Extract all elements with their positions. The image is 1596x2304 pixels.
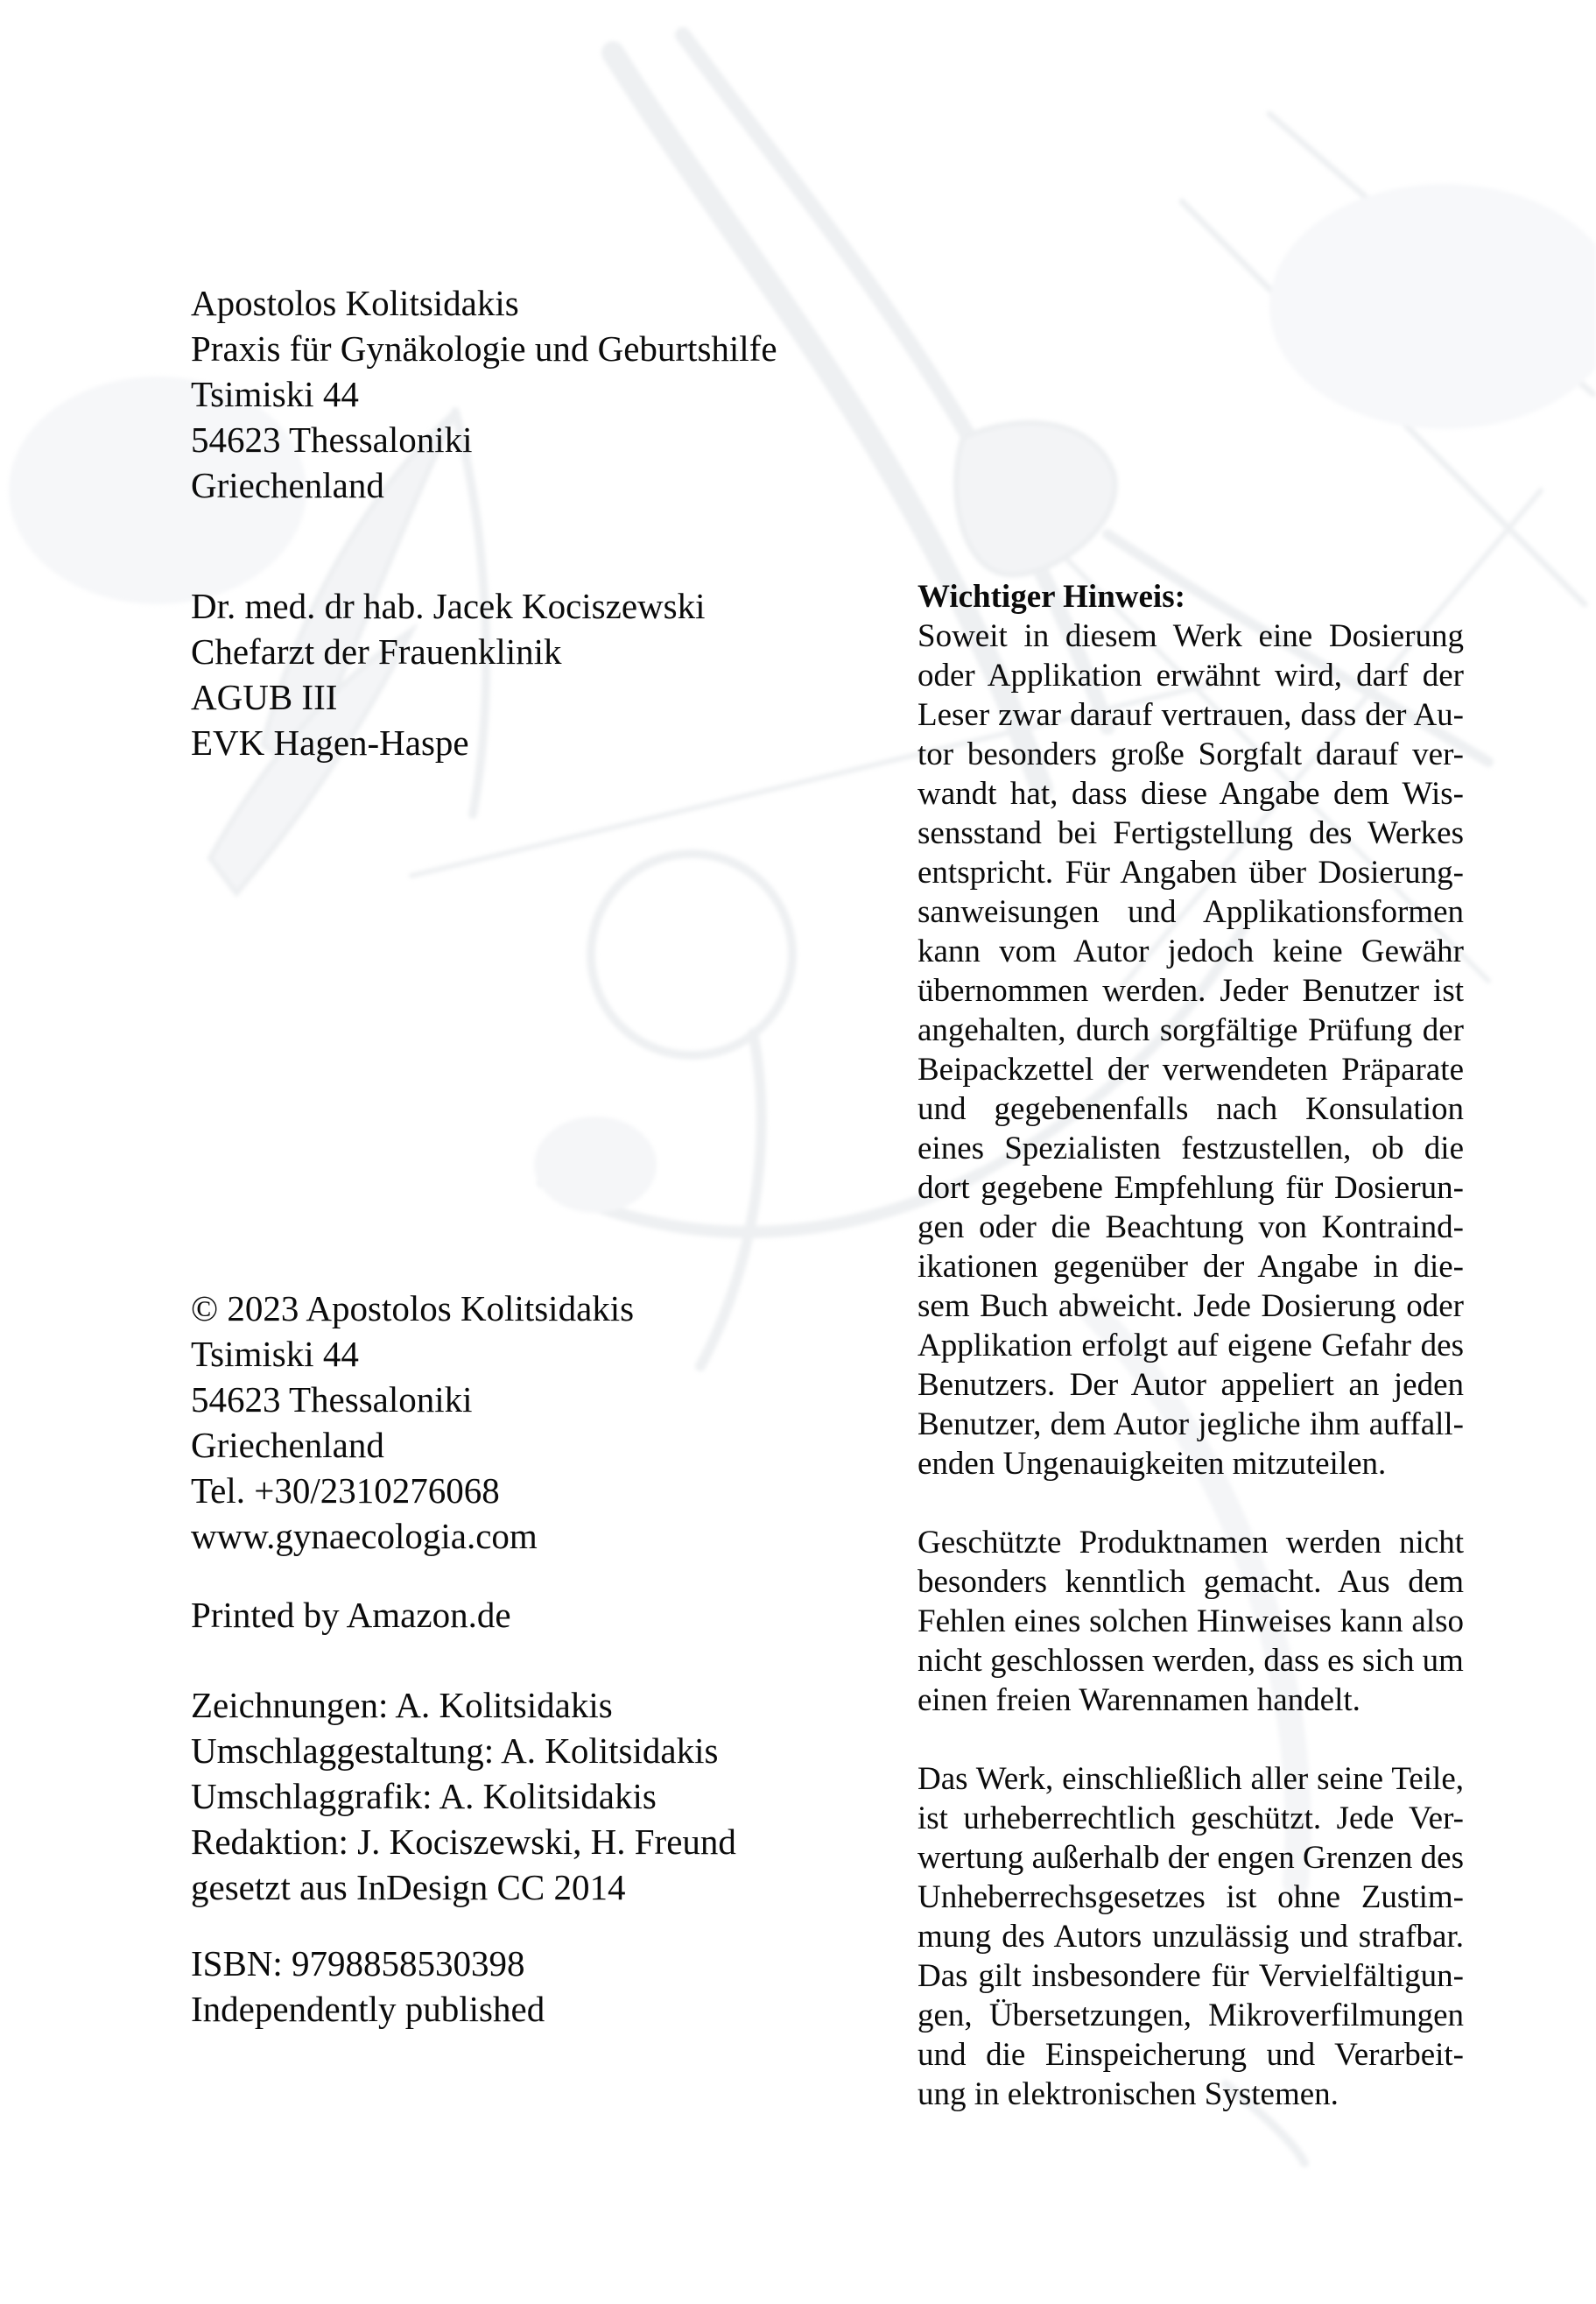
text-line: sensstand bei Fertigstellung des Werkes — [918, 815, 1464, 851]
text-line: Soweit in diesem Werk eine Dosierung — [918, 618, 1464, 654]
text-line: Umschlaggrafik: A. Kolitsidakis — [191, 1776, 657, 1816]
text-line: nicht geschlossen werden, dass es sich um — [918, 1643, 1464, 1679]
text-line: übernommen werden. Jeder Benutzer ist — [918, 973, 1464, 1009]
text-line: wandt hat, dass diese Angabe dem Wis- — [918, 776, 1464, 812]
printer-block — [191, 1592, 830, 1638]
text-line: Applikation erfolgt auf eigene Gefahr des — [918, 1328, 1464, 1363]
text-line: mung des Autors unzulässig und strafbar. — [918, 1919, 1464, 1955]
text-line: Dr. med. dr hab. Jacek Kociszewski — [191, 586, 706, 626]
credits-block — [191, 1682, 830, 1910]
text-line: Printed by Amazon.de — [191, 1595, 511, 1635]
dosage-disclaimer-paragraph — [918, 617, 1464, 1483]
text-line: gen, Übersetzungen, Mikroverfilmungen — [918, 1998, 1464, 2033]
text-line: besonders kenntlich gemacht. Aus dem — [918, 1564, 1464, 1600]
text-line: Griechenland — [191, 465, 384, 505]
notice-heading: Wichtiger Hinweis: — [918, 579, 1185, 615]
text-line: AGUB III — [191, 677, 338, 717]
text-line: Das gilt insbesondere für Vervielfältigun- — [918, 1958, 1464, 1994]
text-line: ung in elektronischen Systemen. — [918, 2076, 1339, 2112]
text-line: enden Ungenauigkeiten mitzuteilen. — [918, 1446, 1387, 1482]
text-line: Fehlen eines solchen Hinweises kann also — [918, 1603, 1464, 1639]
text-line: Benutzer, dem Autor jegliche ihm auffall- — [918, 1406, 1464, 1442]
text-line: wertung außerhalb der engen Grenzen des — [918, 1840, 1464, 1876]
text-line: eines Spezialisten festzustellen, ob die — [918, 1131, 1464, 1166]
important-notice-column — [918, 577, 1464, 2114]
text-line: 54623 Thessaloniki — [191, 1379, 473, 1420]
text-line: EVK Hagen-Haspe — [191, 722, 469, 763]
copyright-contact-block — [191, 1286, 830, 1559]
medical-editor-block — [191, 583, 830, 765]
text-line: Redaktion: J. Kociszewski, H. Freund — [191, 1821, 736, 1862]
text-line: Umschlaggestaltung: A. Kolitsidakis — [191, 1730, 719, 1771]
text-line: und gegebenenfalls nach Konsulation — [918, 1091, 1464, 1127]
text-line: einen freien Warennamen handelt. — [918, 1682, 1360, 1718]
text-line: Zeichnungen: A. Kolitsidakis — [191, 1685, 613, 1725]
text-line: gesetzt aus InDesign CC 2014 — [191, 1867, 626, 1907]
text-line: Independently published — [191, 1989, 545, 2029]
text-line: www.gynaecologia.com — [191, 1516, 538, 1556]
text-line: ikationen gegenüber der Angabe in die- — [918, 1249, 1464, 1285]
text-line: Leser zwar darauf vertrauen, dass der Au- — [918, 697, 1464, 733]
text-line: Praxis für Gynäkologie und Geburtshilfe — [191, 328, 777, 369]
text-line: Apostolos Kolitsidakis — [191, 283, 519, 323]
text-line: Chefarzt der Frauenklinik — [191, 631, 562, 672]
text-line: Beipackzettel der verwendeten Präparate — [918, 1052, 1464, 1088]
text-line: Tel. +30/2310276068 — [191, 1470, 500, 1511]
text-line: sem Buch abweicht. Jede Dosierung oder — [918, 1288, 1464, 1324]
text-line: Benutzers. Der Autor appeliert an jeden — [918, 1367, 1464, 1403]
text-line: kann vom Autor jedoch keine Gewähr — [918, 934, 1464, 969]
text-line: tor besonders große Sorgfalt darauf ver- — [918, 736, 1464, 772]
text-line: Tsimiski 44 — [191, 374, 359, 414]
text-line: Geschützte Produktnamen werden nicht — [918, 1525, 1464, 1561]
text-line: © 2023 Apostolos Kolitsidakis — [191, 1288, 635, 1328]
text-line: angehalten, durch sorgfältige Prüfung der — [918, 1012, 1464, 1048]
text-line: 54623 Thessaloniki — [191, 419, 473, 460]
text-line: gen oder die Beachtung von Kontraind- — [918, 1209, 1464, 1245]
text-line: oder Applikation erwähnt wird, darf der — [918, 658, 1464, 694]
isbn-block — [191, 1941, 830, 2032]
author-address-block — [191, 280, 830, 508]
text-line: Tsimiski 44 — [191, 1334, 359, 1374]
text-line: ist urheberrechtlich geschützt. Jede Ver- — [918, 1800, 1464, 1836]
text-line: ISBN: 9798858530398 — [191, 1943, 525, 1983]
text-line: sanweisungen und Applikationsformen — [918, 894, 1464, 930]
text-line: Das Werk, einschließlich aller seine Teile, — [918, 1761, 1464, 1797]
text-line: Griechenland — [191, 1425, 384, 1465]
product-names-paragraph — [918, 1523, 1464, 1720]
text-line: entspricht. Für Angaben über Dosierung- — [918, 855, 1464, 891]
text-line: dort gegebene Empfehlung für Dosierun- — [918, 1170, 1464, 1206]
text-line: Unheberrechsgesetzes ist ohne Zustim- — [918, 1879, 1464, 1915]
copyright-notice-paragraph — [918, 1759, 1464, 2114]
text-line: und die Einspeicherung und Verarbeit- — [918, 2037, 1464, 2073]
